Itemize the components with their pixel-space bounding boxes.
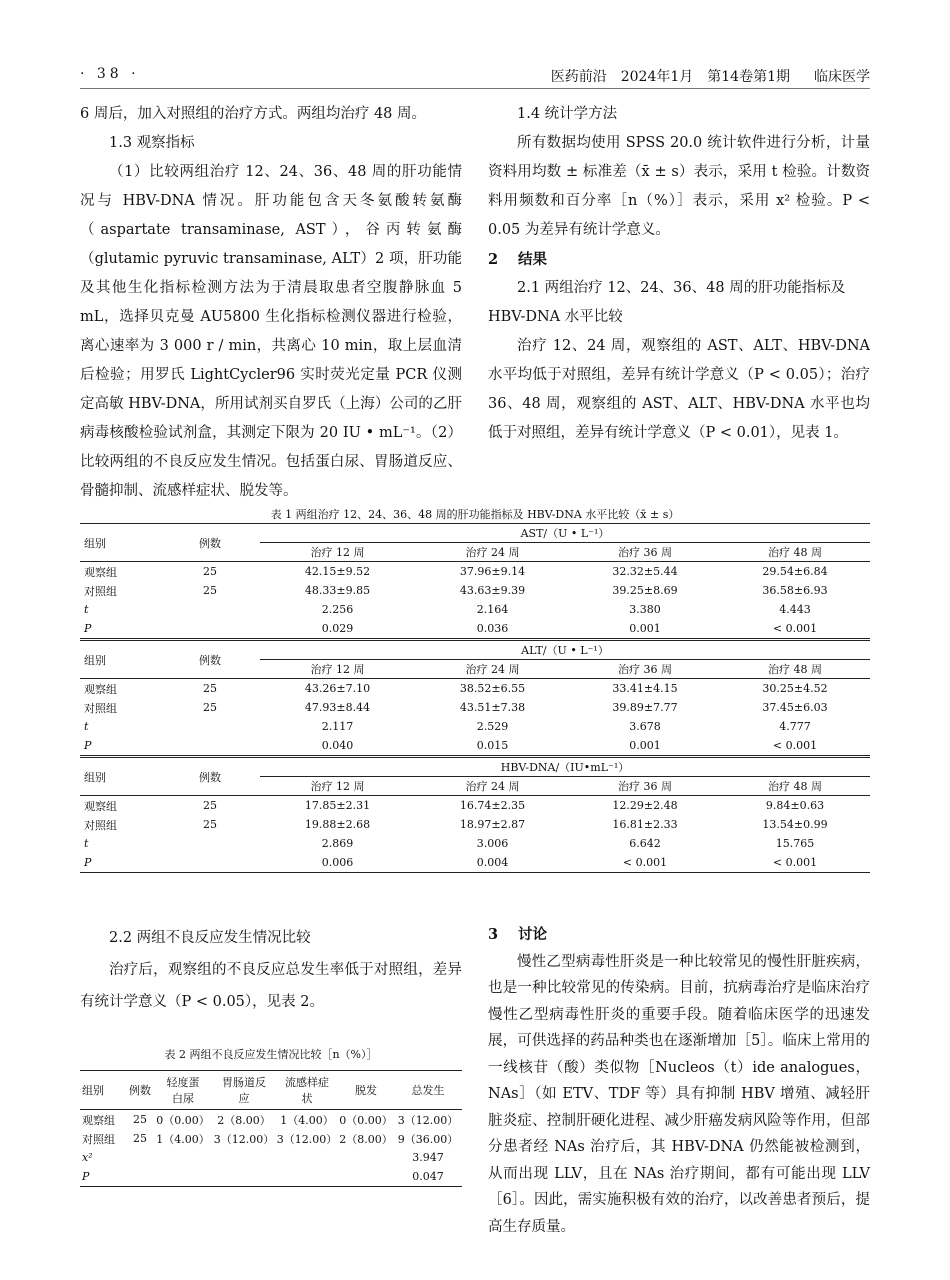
- table1-col-n: 例数: [160, 524, 260, 562]
- table-cell: 48.33±9.85: [304, 584, 371, 597]
- row-n: [160, 834, 260, 853]
- table-cell: [154, 1167, 212, 1187]
- row-label: t: [84, 720, 89, 733]
- table-row: [80, 717, 870, 736]
- table1-week-label: 治疗 36 周: [570, 660, 720, 679]
- table-cell: [276, 1148, 338, 1167]
- table-cell: 18.97±2.87: [459, 818, 526, 831]
- table-cell: 16.74±2.35: [459, 799, 526, 812]
- left-column: [80, 100, 462, 506]
- table2-header: 胃肠道反应: [212, 1071, 276, 1110]
- row-label: t: [84, 837, 89, 850]
- table-cell: 19.88±2.68: [304, 818, 371, 831]
- table-cell: 17.85±2.31: [304, 799, 371, 812]
- table1-week-label: 治疗 48 周: [720, 777, 870, 796]
- table-cell: x²: [82, 1151, 93, 1164]
- table2-header: 组别: [80, 1071, 126, 1110]
- table-cell: 47.93±8.44: [304, 701, 371, 714]
- table-cell: 3（12.00）: [276, 1132, 338, 1146]
- table-row: [80, 815, 870, 834]
- table-cell: 4.443: [779, 603, 811, 616]
- section-name: 临床医学: [814, 69, 870, 85]
- table-cell: 2.869: [321, 837, 354, 850]
- table-cell: [126, 1167, 154, 1187]
- row-label: P: [84, 622, 92, 635]
- table1-week-label: 治疗 36 周: [570, 777, 720, 796]
- row-label: 对照组: [84, 584, 117, 598]
- table-cell: 39.25±8.69: [612, 584, 678, 597]
- table1-block-header: [80, 757, 870, 777]
- right-column: [488, 100, 870, 448]
- paragraph-statistics: 所有数据均使用 SPSS 20.0 统计软件进行分析，计量资料用均数 ± 标准差（x̄ ± s）表示，采用 t 检验。计数资料用频数和百分率［n（%）］表示，采用 x² 检验。P < 0.05 为差异有统计学意义。: [488, 135, 870, 238]
- row-label: 对照组: [84, 818, 117, 832]
- row-label: 观察组: [84, 565, 117, 579]
- table-row: [80, 562, 870, 582]
- table-cell: 37.96±9.14: [459, 565, 526, 578]
- table-cell: 32.32±5.44: [612, 565, 678, 578]
- table-cell: 25: [133, 1132, 147, 1145]
- row-label: 对照组: [84, 701, 117, 715]
- table-cell: P: [80, 1167, 126, 1187]
- table-cell: 37.45±6.03: [762, 701, 828, 714]
- table-cell: [212, 1167, 276, 1187]
- table-cell: 2.529: [476, 720, 509, 733]
- table2-header: 例数: [126, 1071, 154, 1110]
- table-row: [80, 1110, 462, 1130]
- table-cell: 15.765: [775, 837, 815, 850]
- journal-info: [537, 66, 870, 86]
- table-cell: 2（8.00）: [217, 1113, 271, 1127]
- heading-3-title: 讨论: [518, 926, 547, 943]
- heading-2: [488, 245, 870, 274]
- table1-week-label: 治疗 48 周: [720, 660, 870, 679]
- table1-week-label: 治疗 36 周: [570, 543, 720, 562]
- table-cell: 0.015: [476, 739, 509, 752]
- table-cell: 3（12.00）: [397, 1113, 459, 1127]
- row-label: P: [80, 853, 160, 873]
- table-row: [80, 853, 870, 873]
- table-row: [80, 581, 870, 600]
- table-cell: 29.54±6.84: [762, 565, 828, 578]
- table-cell: 3.947: [412, 1151, 444, 1164]
- table-cell: [338, 1148, 394, 1167]
- row-label: 观察组: [84, 682, 117, 696]
- table2: [80, 1070, 462, 1187]
- table1-block-header: [80, 524, 870, 543]
- table-cell: 9（36.00）: [397, 1132, 459, 1146]
- table-cell: 2.164: [476, 603, 509, 616]
- table-cell: 3.380: [629, 603, 661, 616]
- table-cell: 0.004: [415, 853, 570, 873]
- table1-col-group: 组别: [80, 524, 160, 562]
- volume-issue: 第14卷第1期: [707, 69, 790, 85]
- table-cell: 1（4.00）: [280, 1113, 334, 1127]
- table1: [80, 523, 870, 873]
- lower-left-column: [80, 922, 462, 1018]
- table-cell: 0.001: [629, 739, 661, 752]
- table-cell: 16.81±2.33: [612, 818, 678, 831]
- table-cell: 30.25±4.52: [762, 682, 828, 695]
- row-n: [160, 717, 260, 736]
- table1-week-label: 治疗 12 周: [260, 777, 415, 796]
- table-cell: 观察组: [82, 1113, 115, 1127]
- row-n: [160, 853, 260, 873]
- table-cell: [126, 1148, 154, 1167]
- page-header: [80, 60, 870, 89]
- row-label: P: [84, 739, 92, 752]
- row-n: [160, 736, 260, 757]
- table-cell: 3.006: [476, 837, 509, 850]
- table2-header: 流感样症状: [276, 1071, 338, 1110]
- table-cell: 2.117: [321, 720, 354, 733]
- table-row: [80, 1167, 462, 1187]
- table-cell: 4.777: [779, 720, 811, 733]
- heading-2-1: 2.1 两组治疗 12、24、36、48 周的肝功能指标及 HBV-DNA 水平比较: [488, 280, 846, 325]
- table-row: [80, 600, 870, 619]
- table1-week-label: 治疗 12 周: [260, 543, 415, 562]
- table2-caption: 表 2 两组不良反应发生情况比较［n（%）］: [164, 1048, 378, 1061]
- discussion-column: [488, 922, 870, 1240]
- page-number: · 38 ·: [80, 66, 140, 82]
- table-cell: 0.006: [260, 853, 415, 873]
- table-row: [80, 679, 870, 699]
- table-cell: 3（12.00）: [213, 1132, 275, 1146]
- row-label: t: [84, 603, 89, 616]
- table1-col-n: 例数: [160, 757, 260, 796]
- heading-1-3: 1.3 观察指标: [109, 135, 195, 151]
- table1-week-label: 治疗 24 周: [415, 660, 570, 679]
- table-cell: 0（0.00）: [156, 1113, 210, 1127]
- table1-week-label: 治疗 12 周: [260, 660, 415, 679]
- table-cell: [338, 1167, 394, 1187]
- table-cell: 13.54±0.99: [762, 818, 828, 831]
- table-row: [80, 736, 870, 757]
- table-cell: 1（4.00）: [156, 1132, 210, 1146]
- table2-header: 脱发: [338, 1071, 394, 1110]
- table1-block-title: ALT/（U • L⁻¹）: [260, 640, 870, 660]
- table-cell: 2.256: [321, 603, 354, 616]
- paragraph-observation: （1）比较两组治疗 12、24、36、48 周的肝功能情况与 HBV-DNA 情况。肝功能包含天冬氨酸转氨酶（aspartate transaminase, AST），谷丙转氨酶（glutamic pyruvic transaminase, ALT）2 项，肝功能及其他生化指标检测方法为于清晨取患者空腹静脉血 5 mL，选择贝克曼 AU5800 生化指标检测仪器进行检验，离心速率为 3 000 r / min，共离心 10 min，取上层血清后检验；用罗氏 LightCycler96 实时荧光定量 PCR 仪测定高敏 HBV-DNA，所用试剂买自罗氏（上海）公司的乙肝病毒核酸检验试剂盒，其测定下限为 20 IU • mL⁻¹。（2）比较两组的不良反应发生情况。包括蛋白尿、胃肠道反应、骨髓抑制、流感样症状、脱发等。: [80, 164, 462, 499]
- table-cell: 9.84±0.63: [765, 799, 825, 812]
- table-cell: < 0.001: [570, 853, 720, 873]
- table-cell: 3.678: [629, 720, 661, 733]
- table-cell: < 0.001: [772, 739, 818, 752]
- table-cell: 39.89±7.77: [612, 701, 678, 714]
- table-cell: 38.52±6.55: [459, 682, 526, 695]
- heading-2-number: 2: [488, 251, 499, 268]
- table1-week-label: 治疗 24 周: [415, 777, 570, 796]
- table-cell: [212, 1148, 276, 1167]
- table-cell: 12.29±2.48: [612, 799, 678, 812]
- row-n: 25: [203, 701, 217, 714]
- table-cell: 43.26±7.10: [304, 682, 371, 695]
- table-cell: < 0.001: [772, 622, 818, 635]
- table2-header-row: [80, 1071, 462, 1110]
- table-cell: 43.51±7.38: [459, 701, 526, 714]
- table-cell: < 0.001: [720, 853, 870, 873]
- heading-1-4: 1.4 统计学方法: [517, 106, 618, 122]
- table-row: [80, 1129, 462, 1148]
- table-cell: 0（0.00）: [339, 1113, 393, 1127]
- paragraph-results: 治疗 12、24 周，观察组的 AST、ALT、HBV-DNA 水平均低于对照组，差异有统计学意义（P < 0.05）；治疗 36、48 周，观察组的 AST、ALT、HBV-DNA 水平也均低于对照组，差异有统计学意义（P < 0.01），见表 1。: [488, 338, 870, 441]
- journal-name: 医药前沿: [550, 69, 607, 85]
- table-cell: 36.58±6.93: [762, 584, 828, 597]
- paragraph-continuation: 6 周后，加入对照组的治疗方式。两组均治疗 48 周。: [80, 106, 427, 122]
- table-cell: 0.040: [321, 739, 354, 752]
- issue-date: 2024年1月: [620, 69, 694, 85]
- table1-col-n: 例数: [160, 640, 260, 679]
- row-n: 25: [203, 584, 217, 597]
- row-n: [160, 619, 260, 640]
- row-n: 25: [203, 799, 217, 812]
- table1-block-title: AST/（U • L⁻¹）: [260, 524, 870, 543]
- table-cell: 6.642: [629, 837, 661, 850]
- table1-col-group: 组别: [80, 640, 160, 679]
- table-cell: [154, 1148, 212, 1167]
- table-cell: [276, 1167, 338, 1187]
- table1-col-group: 组别: [80, 757, 160, 796]
- heading-3-number: 3: [488, 926, 499, 943]
- row-n: [160, 600, 260, 619]
- table2-header: 总发生: [394, 1071, 462, 1110]
- table-cell: 0.001: [629, 622, 661, 635]
- table-cell: 25: [133, 1113, 147, 1126]
- table-row: [80, 796, 870, 816]
- heading-2-2: 2.2 两组不良反应发生情况比较: [109, 930, 311, 946]
- table-cell: 0.036: [476, 622, 509, 635]
- table-cell: 33.41±4.15: [612, 682, 678, 695]
- table-row: [80, 698, 870, 717]
- table-row: [80, 834, 870, 853]
- table1-week-label: 治疗 48 周: [720, 543, 870, 562]
- table-cell: 0.047: [394, 1167, 462, 1187]
- table1-week-label: 治疗 24 周: [415, 543, 570, 562]
- paragraph-adverse: 治疗后，观察组的不良反应总发生率低于对照组，差异有统计学意义（P < 0.05），见表 2。: [80, 962, 462, 1010]
- row-n: 25: [203, 818, 217, 831]
- table1-caption: 表 1 两组治疗 12、24、36、48 周的肝功能指标及 HBV-DNA 水平比较（x̄ ± s）: [270, 508, 680, 521]
- table1-block-title: HBV-DNA/（IU•mL⁻¹）: [260, 757, 870, 777]
- heading-2-title: 结果: [518, 251, 547, 268]
- row-label: 观察组: [84, 799, 117, 813]
- table-cell: 对照组: [82, 1132, 115, 1146]
- heading-3: [488, 922, 870, 949]
- table-cell: 42.15±9.52: [304, 565, 371, 578]
- table-cell: 0.029: [321, 622, 354, 635]
- row-n: 25: [203, 682, 217, 695]
- table-row: [80, 619, 870, 640]
- table1-block-header: [80, 640, 870, 660]
- table2-header: 轻度蛋白尿: [154, 1071, 212, 1110]
- row-n: 25: [203, 565, 217, 578]
- table-cell: 43.63±9.39: [459, 584, 526, 597]
- table-row: [80, 1148, 462, 1167]
- paragraph-discussion: 慢性乙型病毒性肝炎是一种比较常见的慢性肝脏疾病，也是一种比较常见的传染病。目前，抗病毒治疗是临床治疗慢性乙型病毒性肝炎的重要手段。随着临床医学的迅速发展，可供选择的药品种类也在逐渐增加［5］。临床上常用的一线核苷（酸）类似物［Nucleos（t）ide analogues，NAs］（如 ETV、TDF 等）具有抑制 HBV 增殖、减轻肝脏炎症、控制肝硬化进程、减少肝癌发病风险等作用，但部分患者经 NAs 治疗后，其 HBV-DNA 仍然能被检测到，从而出现 LLV，且在 NAs 治疗期间，都有可能出现 LLV［6］。因此，需实施积极有效的治疗，以改善患者预后，提高生存质量。: [488, 953, 870, 1235]
- table-cell: 2（8.00）: [339, 1132, 393, 1146]
